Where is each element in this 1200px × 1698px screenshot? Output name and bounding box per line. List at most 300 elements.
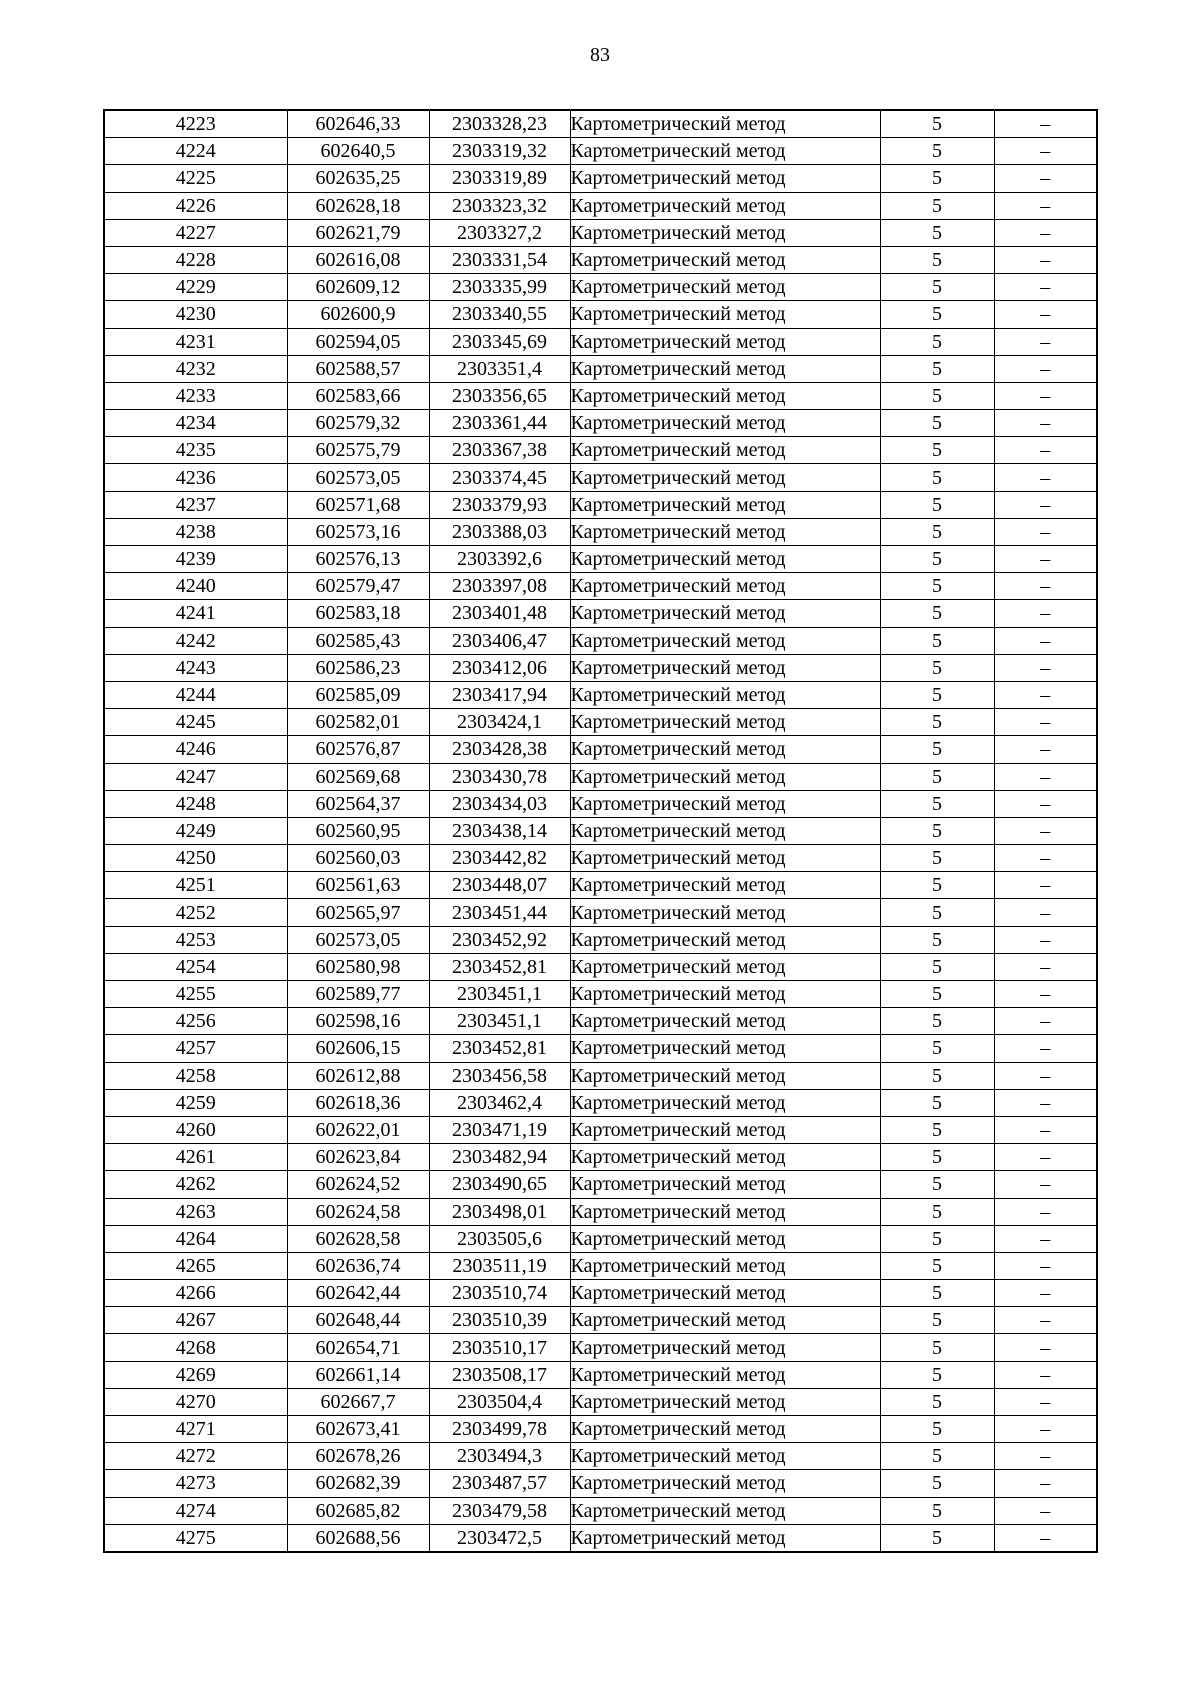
point-number-cell: 4249 (104, 817, 287, 844)
description-cell: – (994, 355, 1097, 382)
accuracy-cell: 5 (880, 1524, 994, 1552)
method-cell: Картометрический метод (570, 1252, 880, 1279)
point-number-cell: 4225 (104, 165, 287, 192)
x-coordinate-cell: 602667,7 (287, 1388, 429, 1415)
y-coordinate-cell: 2303335,99 (429, 274, 570, 301)
method-cell: Картометрический метод (570, 736, 880, 763)
y-coordinate-cell: 2303498,01 (429, 1198, 570, 1225)
point-number-cell: 4237 (104, 491, 287, 518)
x-coordinate-cell: 602612,88 (287, 1062, 429, 1089)
y-coordinate-cell: 2303452,81 (429, 953, 570, 980)
x-coordinate-cell: 602628,18 (287, 192, 429, 219)
method-cell: Картометрический метод (570, 872, 880, 899)
table-row (104, 1089, 1097, 1116)
y-coordinate-cell: 2303451,1 (429, 981, 570, 1008)
x-coordinate-cell: 602600,9 (287, 301, 429, 328)
accuracy-cell: 5 (880, 1388, 994, 1415)
point-number-cell: 4240 (104, 573, 287, 600)
table-row (104, 817, 1097, 844)
method-cell: Картометрический метод (570, 981, 880, 1008)
point-number-cell: 4261 (104, 1144, 287, 1171)
method-cell: Картометрический метод (570, 681, 880, 708)
x-coordinate-cell: 602588,57 (287, 355, 429, 382)
y-coordinate-cell: 2303397,08 (429, 573, 570, 600)
coordinates-table (103, 109, 1098, 1553)
method-cell: Картометрический метод (570, 518, 880, 545)
accuracy-cell: 5 (880, 1416, 994, 1443)
method-cell: Картометрический метод (570, 1524, 880, 1552)
description-cell: – (994, 410, 1097, 437)
point-number-cell: 4228 (104, 246, 287, 273)
x-coordinate-cell: 602573,05 (287, 464, 429, 491)
description-cell: – (994, 736, 1097, 763)
description-cell: – (994, 192, 1097, 219)
x-coordinate-cell: 602621,79 (287, 219, 429, 246)
point-number-cell: 4238 (104, 518, 287, 545)
point-number-cell: 4241 (104, 600, 287, 627)
y-coordinate-cell: 2303487,57 (429, 1470, 570, 1497)
point-number-cell: 4253 (104, 926, 287, 953)
method-cell: Картометрический метод (570, 1116, 880, 1143)
method-cell: Картометрический метод (570, 627, 880, 654)
accuracy-cell: 5 (880, 464, 994, 491)
method-cell: Картометрический метод (570, 1497, 880, 1524)
table-row (104, 301, 1097, 328)
accuracy-cell: 5 (880, 654, 994, 681)
description-cell: – (994, 1171, 1097, 1198)
accuracy-cell: 5 (880, 1470, 994, 1497)
table-row (104, 1116, 1097, 1143)
description-cell: – (994, 845, 1097, 872)
description-cell: – (994, 681, 1097, 708)
description-cell: – (994, 573, 1097, 600)
accuracy-cell: 5 (880, 1280, 994, 1307)
table-row (104, 1252, 1097, 1279)
accuracy-cell: 5 (880, 790, 994, 817)
method-cell: Картометрический метод (570, 1416, 880, 1443)
y-coordinate-cell: 2303327,2 (429, 219, 570, 246)
y-coordinate-cell: 2303452,92 (429, 926, 570, 953)
x-coordinate-cell: 602606,15 (287, 1035, 429, 1062)
y-coordinate-cell: 2303401,48 (429, 600, 570, 627)
x-coordinate-cell: 602575,79 (287, 437, 429, 464)
y-coordinate-cell: 2303505,6 (429, 1225, 570, 1252)
table-row (104, 790, 1097, 817)
point-number-cell: 4271 (104, 1416, 287, 1443)
method-cell: Картометрический метод (570, 355, 880, 382)
description-cell: – (994, 899, 1097, 926)
accuracy-cell: 5 (880, 546, 994, 573)
description-cell: – (994, 546, 1097, 573)
y-coordinate-cell: 2303442,82 (429, 845, 570, 872)
description-cell: – (994, 274, 1097, 301)
description-cell: – (994, 165, 1097, 192)
table-row (104, 681, 1097, 708)
accuracy-cell: 5 (880, 1171, 994, 1198)
point-number-cell: 4231 (104, 328, 287, 355)
description-cell: – (994, 219, 1097, 246)
y-coordinate-cell: 2303392,6 (429, 546, 570, 573)
description-cell: – (994, 926, 1097, 953)
table-row (104, 246, 1097, 273)
x-coordinate-cell: 602640,5 (287, 138, 429, 165)
y-coordinate-cell: 2303406,47 (429, 627, 570, 654)
accuracy-cell: 5 (880, 1443, 994, 1470)
table-row (104, 491, 1097, 518)
table-row (104, 192, 1097, 219)
point-number-cell: 4263 (104, 1198, 287, 1225)
y-coordinate-cell: 2303424,1 (429, 709, 570, 736)
x-coordinate-cell: 602688,56 (287, 1524, 429, 1552)
y-coordinate-cell: 2303351,4 (429, 355, 570, 382)
accuracy-cell: 5 (880, 491, 994, 518)
description-cell: – (994, 328, 1097, 355)
y-coordinate-cell: 2303345,69 (429, 328, 570, 355)
point-number-cell: 4274 (104, 1497, 287, 1524)
method-cell: Картометрический метод (570, 1035, 880, 1062)
point-number-cell: 4267 (104, 1307, 287, 1334)
point-number-cell: 4229 (104, 274, 287, 301)
table-row (104, 953, 1097, 980)
x-coordinate-cell: 602586,23 (287, 654, 429, 681)
method-cell: Картометрический метод (570, 110, 880, 138)
table-row (104, 1416, 1097, 1443)
table-row (104, 1443, 1097, 1470)
accuracy-cell: 5 (880, 138, 994, 165)
accuracy-cell: 5 (880, 573, 994, 600)
method-cell: Картометрический метод (570, 763, 880, 790)
y-coordinate-cell: 2303451,1 (429, 1008, 570, 1035)
y-coordinate-cell: 2303388,03 (429, 518, 570, 545)
y-coordinate-cell: 2303374,45 (429, 464, 570, 491)
y-coordinate-cell: 2303504,4 (429, 1388, 570, 1415)
point-number-cell: 4269 (104, 1361, 287, 1388)
description-cell: – (994, 491, 1097, 518)
description-cell: – (994, 709, 1097, 736)
y-coordinate-cell: 2303379,93 (429, 491, 570, 518)
accuracy-cell: 5 (880, 1062, 994, 1089)
y-coordinate-cell: 2303428,38 (429, 736, 570, 763)
accuracy-cell: 5 (880, 518, 994, 545)
y-coordinate-cell: 2303456,58 (429, 1062, 570, 1089)
accuracy-cell: 5 (880, 736, 994, 763)
point-number-cell: 4246 (104, 736, 287, 763)
accuracy-cell: 5 (880, 1035, 994, 1062)
accuracy-cell: 5 (880, 1361, 994, 1388)
table-row (104, 1225, 1097, 1252)
table-row (104, 1198, 1097, 1225)
description-cell: – (994, 110, 1097, 138)
method-cell: Картометрический метод (570, 709, 880, 736)
page-number: 83 (590, 44, 610, 66)
table-row (104, 437, 1097, 464)
coordinates-table-body (104, 110, 1097, 1552)
point-number-cell: 4245 (104, 709, 287, 736)
description-cell: – (994, 138, 1097, 165)
point-number-cell: 4226 (104, 192, 287, 219)
method-cell: Картометрический метод (570, 491, 880, 518)
y-coordinate-cell: 2303472,5 (429, 1524, 570, 1552)
description-cell: – (994, 1280, 1097, 1307)
description-cell: – (994, 981, 1097, 1008)
description-cell: – (994, 464, 1097, 491)
accuracy-cell: 5 (880, 1198, 994, 1225)
description-cell: – (994, 1035, 1097, 1062)
method-cell: Картометрический метод (570, 301, 880, 328)
table-row (104, 627, 1097, 654)
point-number-cell: 4266 (104, 1280, 287, 1307)
point-number-cell: 4244 (104, 681, 287, 708)
accuracy-cell: 5 (880, 899, 994, 926)
method-cell: Картометрический метод (570, 1361, 880, 1388)
x-coordinate-cell: 602648,44 (287, 1307, 429, 1334)
point-number-cell: 4273 (104, 1470, 287, 1497)
x-coordinate-cell: 602624,58 (287, 1198, 429, 1225)
method-cell: Картометрический метод (570, 1198, 880, 1225)
method-cell: Картометрический метод (570, 192, 880, 219)
table-row (104, 546, 1097, 573)
y-coordinate-cell: 2303471,19 (429, 1116, 570, 1143)
y-coordinate-cell: 2303356,65 (429, 382, 570, 409)
y-coordinate-cell: 2303434,03 (429, 790, 570, 817)
point-number-cell: 4239 (104, 546, 287, 573)
table-row (104, 709, 1097, 736)
point-number-cell: 4230 (104, 301, 287, 328)
x-coordinate-cell: 602609,12 (287, 274, 429, 301)
y-coordinate-cell: 2303323,32 (429, 192, 570, 219)
description-cell: – (994, 1252, 1097, 1279)
description-cell: – (994, 1416, 1097, 1443)
method-cell: Картометрический метод (570, 790, 880, 817)
point-number-cell: 4256 (104, 1008, 287, 1035)
point-number-cell: 4262 (104, 1171, 287, 1198)
y-coordinate-cell: 2303417,94 (429, 681, 570, 708)
description-cell: – (994, 763, 1097, 790)
method-cell: Картометрический метод (570, 1062, 880, 1089)
method-cell: Картометрический метод (570, 219, 880, 246)
point-number-cell: 4227 (104, 219, 287, 246)
x-coordinate-cell: 602589,77 (287, 981, 429, 1008)
description-cell: – (994, 437, 1097, 464)
method-cell: Картометрический метод (570, 1307, 880, 1334)
method-cell: Картометрический метод (570, 410, 880, 437)
accuracy-cell: 5 (880, 382, 994, 409)
description-cell: – (994, 1524, 1097, 1552)
table-row (104, 736, 1097, 763)
method-cell: Картометрический метод (570, 165, 880, 192)
description-cell: – (994, 654, 1097, 681)
point-number-cell: 4242 (104, 627, 287, 654)
method-cell: Картометрический метод (570, 1089, 880, 1116)
y-coordinate-cell: 2303438,14 (429, 817, 570, 844)
x-coordinate-cell: 602661,14 (287, 1361, 429, 1388)
table-row (104, 1361, 1097, 1388)
method-cell: Картометрический метод (570, 246, 880, 273)
accuracy-cell: 5 (880, 1252, 994, 1279)
accuracy-cell: 5 (880, 953, 994, 980)
accuracy-cell: 5 (880, 627, 994, 654)
description-cell: – (994, 382, 1097, 409)
method-cell: Картометрический метод (570, 1280, 880, 1307)
accuracy-cell: 5 (880, 1008, 994, 1035)
y-coordinate-cell: 2303499,78 (429, 1416, 570, 1443)
table-row (104, 165, 1097, 192)
accuracy-cell: 5 (880, 845, 994, 872)
method-cell: Картометрический метод (570, 1171, 880, 1198)
y-coordinate-cell: 2303448,07 (429, 872, 570, 899)
table-row (104, 1035, 1097, 1062)
y-coordinate-cell: 2303510,39 (429, 1307, 570, 1334)
accuracy-cell: 5 (880, 1334, 994, 1361)
y-coordinate-cell: 2303331,54 (429, 246, 570, 273)
point-number-cell: 4260 (104, 1116, 287, 1143)
method-cell: Картометрический метод (570, 600, 880, 627)
point-number-cell: 4247 (104, 763, 287, 790)
x-coordinate-cell: 602624,52 (287, 1171, 429, 1198)
description-cell: – (994, 1225, 1097, 1252)
method-cell: Картометрический метод (570, 953, 880, 980)
table-row (104, 573, 1097, 600)
table-row (104, 219, 1097, 246)
x-coordinate-cell: 602583,66 (287, 382, 429, 409)
method-cell: Картометрический метод (570, 926, 880, 953)
x-coordinate-cell: 602564,37 (287, 790, 429, 817)
y-coordinate-cell: 2303510,74 (429, 1280, 570, 1307)
point-number-cell: 4224 (104, 138, 287, 165)
x-coordinate-cell: 602636,74 (287, 1252, 429, 1279)
y-coordinate-cell: 2303508,17 (429, 1361, 570, 1388)
y-coordinate-cell: 2303412,06 (429, 654, 570, 681)
accuracy-cell: 5 (880, 437, 994, 464)
point-number-cell: 4264 (104, 1225, 287, 1252)
y-coordinate-cell: 2303319,32 (429, 138, 570, 165)
point-number-cell: 4234 (104, 410, 287, 437)
method-cell: Картометрический метод (570, 437, 880, 464)
method-cell: Картометрический метод (570, 274, 880, 301)
x-coordinate-cell: 602673,41 (287, 1416, 429, 1443)
table-row (104, 138, 1097, 165)
description-cell: – (994, 1470, 1097, 1497)
method-cell: Картометрический метод (570, 1388, 880, 1415)
point-number-cell: 4252 (104, 899, 287, 926)
point-number-cell: 4258 (104, 1062, 287, 1089)
point-number-cell: 4236 (104, 464, 287, 491)
accuracy-cell: 5 (880, 1497, 994, 1524)
x-coordinate-cell: 602598,16 (287, 1008, 429, 1035)
x-coordinate-cell: 602585,09 (287, 681, 429, 708)
y-coordinate-cell: 2303452,81 (429, 1035, 570, 1062)
table-row (104, 981, 1097, 1008)
description-cell: – (994, 953, 1097, 980)
table-row (104, 1008, 1097, 1035)
x-coordinate-cell: 602576,87 (287, 736, 429, 763)
y-coordinate-cell: 2303490,65 (429, 1171, 570, 1198)
y-coordinate-cell: 2303479,58 (429, 1497, 570, 1524)
table-row (104, 410, 1097, 437)
x-coordinate-cell: 602560,03 (287, 845, 429, 872)
method-cell: Картометрический метод (570, 1443, 880, 1470)
table-row (104, 845, 1097, 872)
table-row (104, 872, 1097, 899)
x-coordinate-cell: 602560,95 (287, 817, 429, 844)
x-coordinate-cell: 602576,13 (287, 546, 429, 573)
table-row (104, 355, 1097, 382)
description-cell: – (994, 1008, 1097, 1035)
table-row (104, 274, 1097, 301)
accuracy-cell: 5 (880, 1089, 994, 1116)
method-cell: Картометрический метод (570, 654, 880, 681)
description-cell: – (994, 1144, 1097, 1171)
x-coordinate-cell: 602579,32 (287, 410, 429, 437)
x-coordinate-cell: 602654,71 (287, 1334, 429, 1361)
point-number-cell: 4259 (104, 1089, 287, 1116)
x-coordinate-cell: 602628,58 (287, 1225, 429, 1252)
table-row (104, 1062, 1097, 1089)
y-coordinate-cell: 2303319,89 (429, 165, 570, 192)
method-cell: Картометрический метод (570, 1470, 880, 1497)
method-cell: Картометрический метод (570, 382, 880, 409)
description-cell: – (994, 246, 1097, 273)
description-cell: – (994, 1361, 1097, 1388)
table-row (104, 926, 1097, 953)
description-cell: – (994, 817, 1097, 844)
point-number-cell: 4223 (104, 110, 287, 138)
y-coordinate-cell: 2303462,4 (429, 1089, 570, 1116)
x-coordinate-cell: 602646,33 (287, 110, 429, 138)
x-coordinate-cell: 602682,39 (287, 1470, 429, 1497)
description-cell: – (994, 1116, 1097, 1143)
y-coordinate-cell: 2303511,19 (429, 1252, 570, 1279)
y-coordinate-cell: 2303367,38 (429, 437, 570, 464)
x-coordinate-cell: 602585,43 (287, 627, 429, 654)
description-cell: – (994, 600, 1097, 627)
table-row (104, 1307, 1097, 1334)
description-cell: – (994, 1497, 1097, 1524)
description-cell: – (994, 1334, 1097, 1361)
table-row (104, 899, 1097, 926)
description-cell: – (994, 301, 1097, 328)
x-coordinate-cell: 602623,84 (287, 1144, 429, 1171)
accuracy-cell: 5 (880, 926, 994, 953)
x-coordinate-cell: 602582,01 (287, 709, 429, 736)
x-coordinate-cell: 602579,47 (287, 573, 429, 600)
x-coordinate-cell: 602565,97 (287, 899, 429, 926)
y-coordinate-cell: 2303340,55 (429, 301, 570, 328)
point-number-cell: 4265 (104, 1252, 287, 1279)
x-coordinate-cell: 602573,05 (287, 926, 429, 953)
accuracy-cell: 5 (880, 763, 994, 790)
accuracy-cell: 5 (880, 328, 994, 355)
accuracy-cell: 5 (880, 355, 994, 382)
point-number-cell: 4250 (104, 845, 287, 872)
point-number-cell: 4254 (104, 953, 287, 980)
x-coordinate-cell: 602573,16 (287, 518, 429, 545)
x-coordinate-cell: 602616,08 (287, 246, 429, 273)
method-cell: Картометрический метод (570, 817, 880, 844)
description-cell: – (994, 627, 1097, 654)
table-row (104, 1334, 1097, 1361)
x-coordinate-cell: 602594,05 (287, 328, 429, 355)
point-number-cell: 4232 (104, 355, 287, 382)
accuracy-cell: 5 (880, 110, 994, 138)
accuracy-cell: 5 (880, 301, 994, 328)
accuracy-cell: 5 (880, 600, 994, 627)
method-cell: Картометрический метод (570, 138, 880, 165)
table-row (104, 518, 1097, 545)
x-coordinate-cell: 602678,26 (287, 1443, 429, 1470)
point-number-cell: 4257 (104, 1035, 287, 1062)
x-coordinate-cell: 602569,68 (287, 763, 429, 790)
